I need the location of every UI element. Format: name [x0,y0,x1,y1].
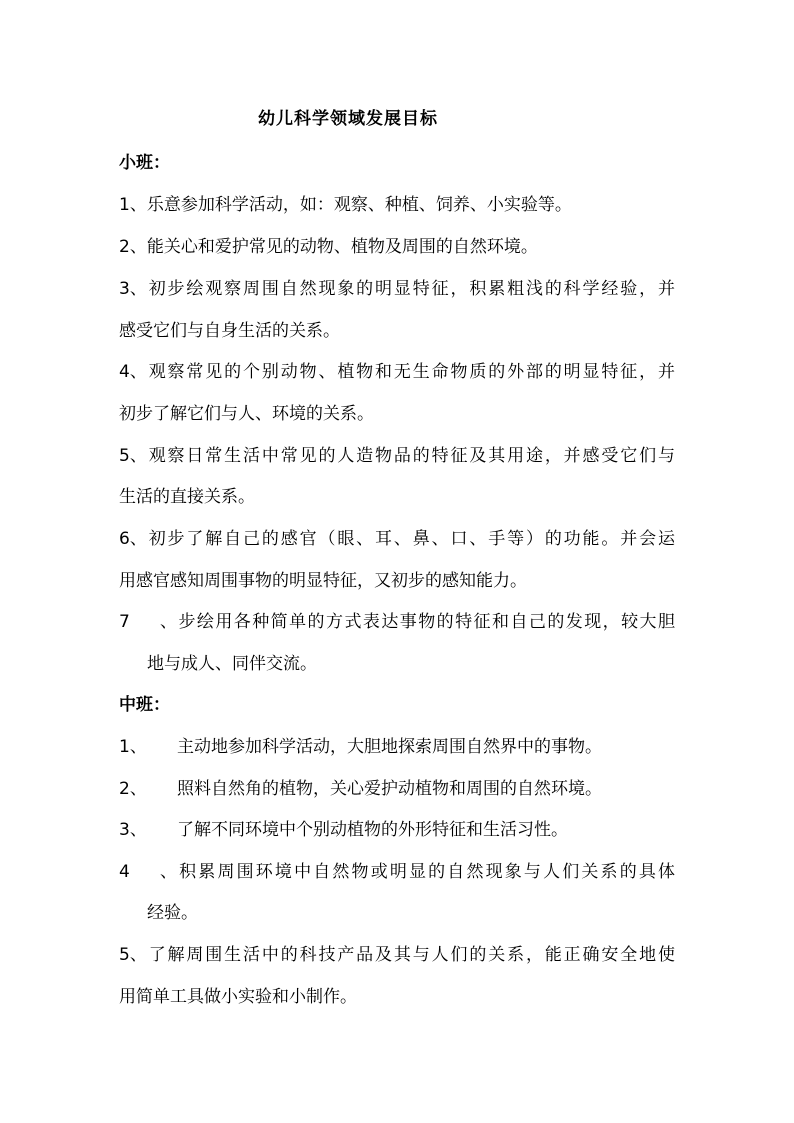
small-class-item-7 [119,607,675,632]
item-number: 2、 [119,779,147,799]
small-class-item-4-continuation: 初步了解它们与人、环境的关系。 [119,404,374,424]
middle-class-item-2 [119,774,602,799]
item-text: 初步绘观察周围自然现象的明显特征，积累粗浅的科学经验，并 [146,279,675,299]
item-text: 照料自然角的植物，关心爱护动植物和周围的自然环境。 [177,779,602,799]
small-class-item-2 [119,232,538,257]
small-class-item-3-continuation: 感受它们与自身生活的关系。 [119,321,340,341]
item-number: 5、 [119,945,147,965]
item-text: 步绘用各种简单的方式表达事物的特征和自己的发现，较大胆 [177,612,675,632]
middle-class-item-4-continuation: 经验。 [147,903,198,923]
small-class-item-7-continuation: 地与成人、同伴交流。 [147,654,317,674]
item-text: 积累周围环境中自然物或明显的自然现象与人们关系的具体 [177,862,675,882]
item-number: 7、 [119,612,177,632]
item-number: 6、 [119,529,147,549]
item-number: 4、 [119,362,147,382]
middle-class-item-5-continuation: 用简单工具做小实验和小制作。 [119,987,357,1007]
middle-class-item-4 [119,857,675,882]
item-text: 乐意参加科学活动，如：观察、种植、饲养、小实验等。 [146,195,572,215]
small-class-item-6 [119,524,675,549]
small-class-item-5 [119,441,675,466]
middle-class-item-5 [119,940,675,965]
item-text: 主动地参加科学活动，大胆地探索周围自然界中的事物。 [177,737,602,757]
middle-class-item-1 [119,732,602,757]
item-number: 5、 [119,446,147,466]
item-text: 观察日常生活中常见的人造物品的特征及其用途，并感受它们与 [146,446,675,466]
item-text: 了解周围生活中的科技产品及其与人们的关系，能正确安全地使 [146,945,675,965]
item-number: 3、 [119,820,147,840]
item-text: 能关心和爱护常见的动物、植物及周围的自然环境。 [146,237,538,257]
middle-class-item-3 [119,815,568,840]
document-title: 幼儿科学领域发展目标 [258,109,438,129]
item-number: 1、 [119,195,147,215]
small-class-item-5-continuation: 生活的直接关系。 [119,487,255,507]
item-number: 4、 [119,862,177,882]
item-text: 初步了解自己的感官（眼、耳、鼻、口、手等）的功能。并会运 [146,529,675,549]
item-text: 了解不同环境中个别动植物的外形特征和生活习性。 [177,820,568,840]
section-heading-middle-class: 中班： [119,695,170,715]
item-number: 3、 [119,279,147,299]
item-number: 2、 [119,237,147,257]
item-number: 1、 [119,737,147,757]
small-class-item-4 [119,357,675,382]
small-class-item-3 [119,274,675,299]
section-heading-small-class: 小班： [119,153,170,173]
small-class-item-6-continuation: 用感官感知周围事物的明显特征，又初步的感知能力。 [119,571,527,591]
small-class-item-1 [119,190,572,215]
item-text: 观察常见的个别动物、植物和无生命物质的外部的明显特征，并 [146,362,675,382]
